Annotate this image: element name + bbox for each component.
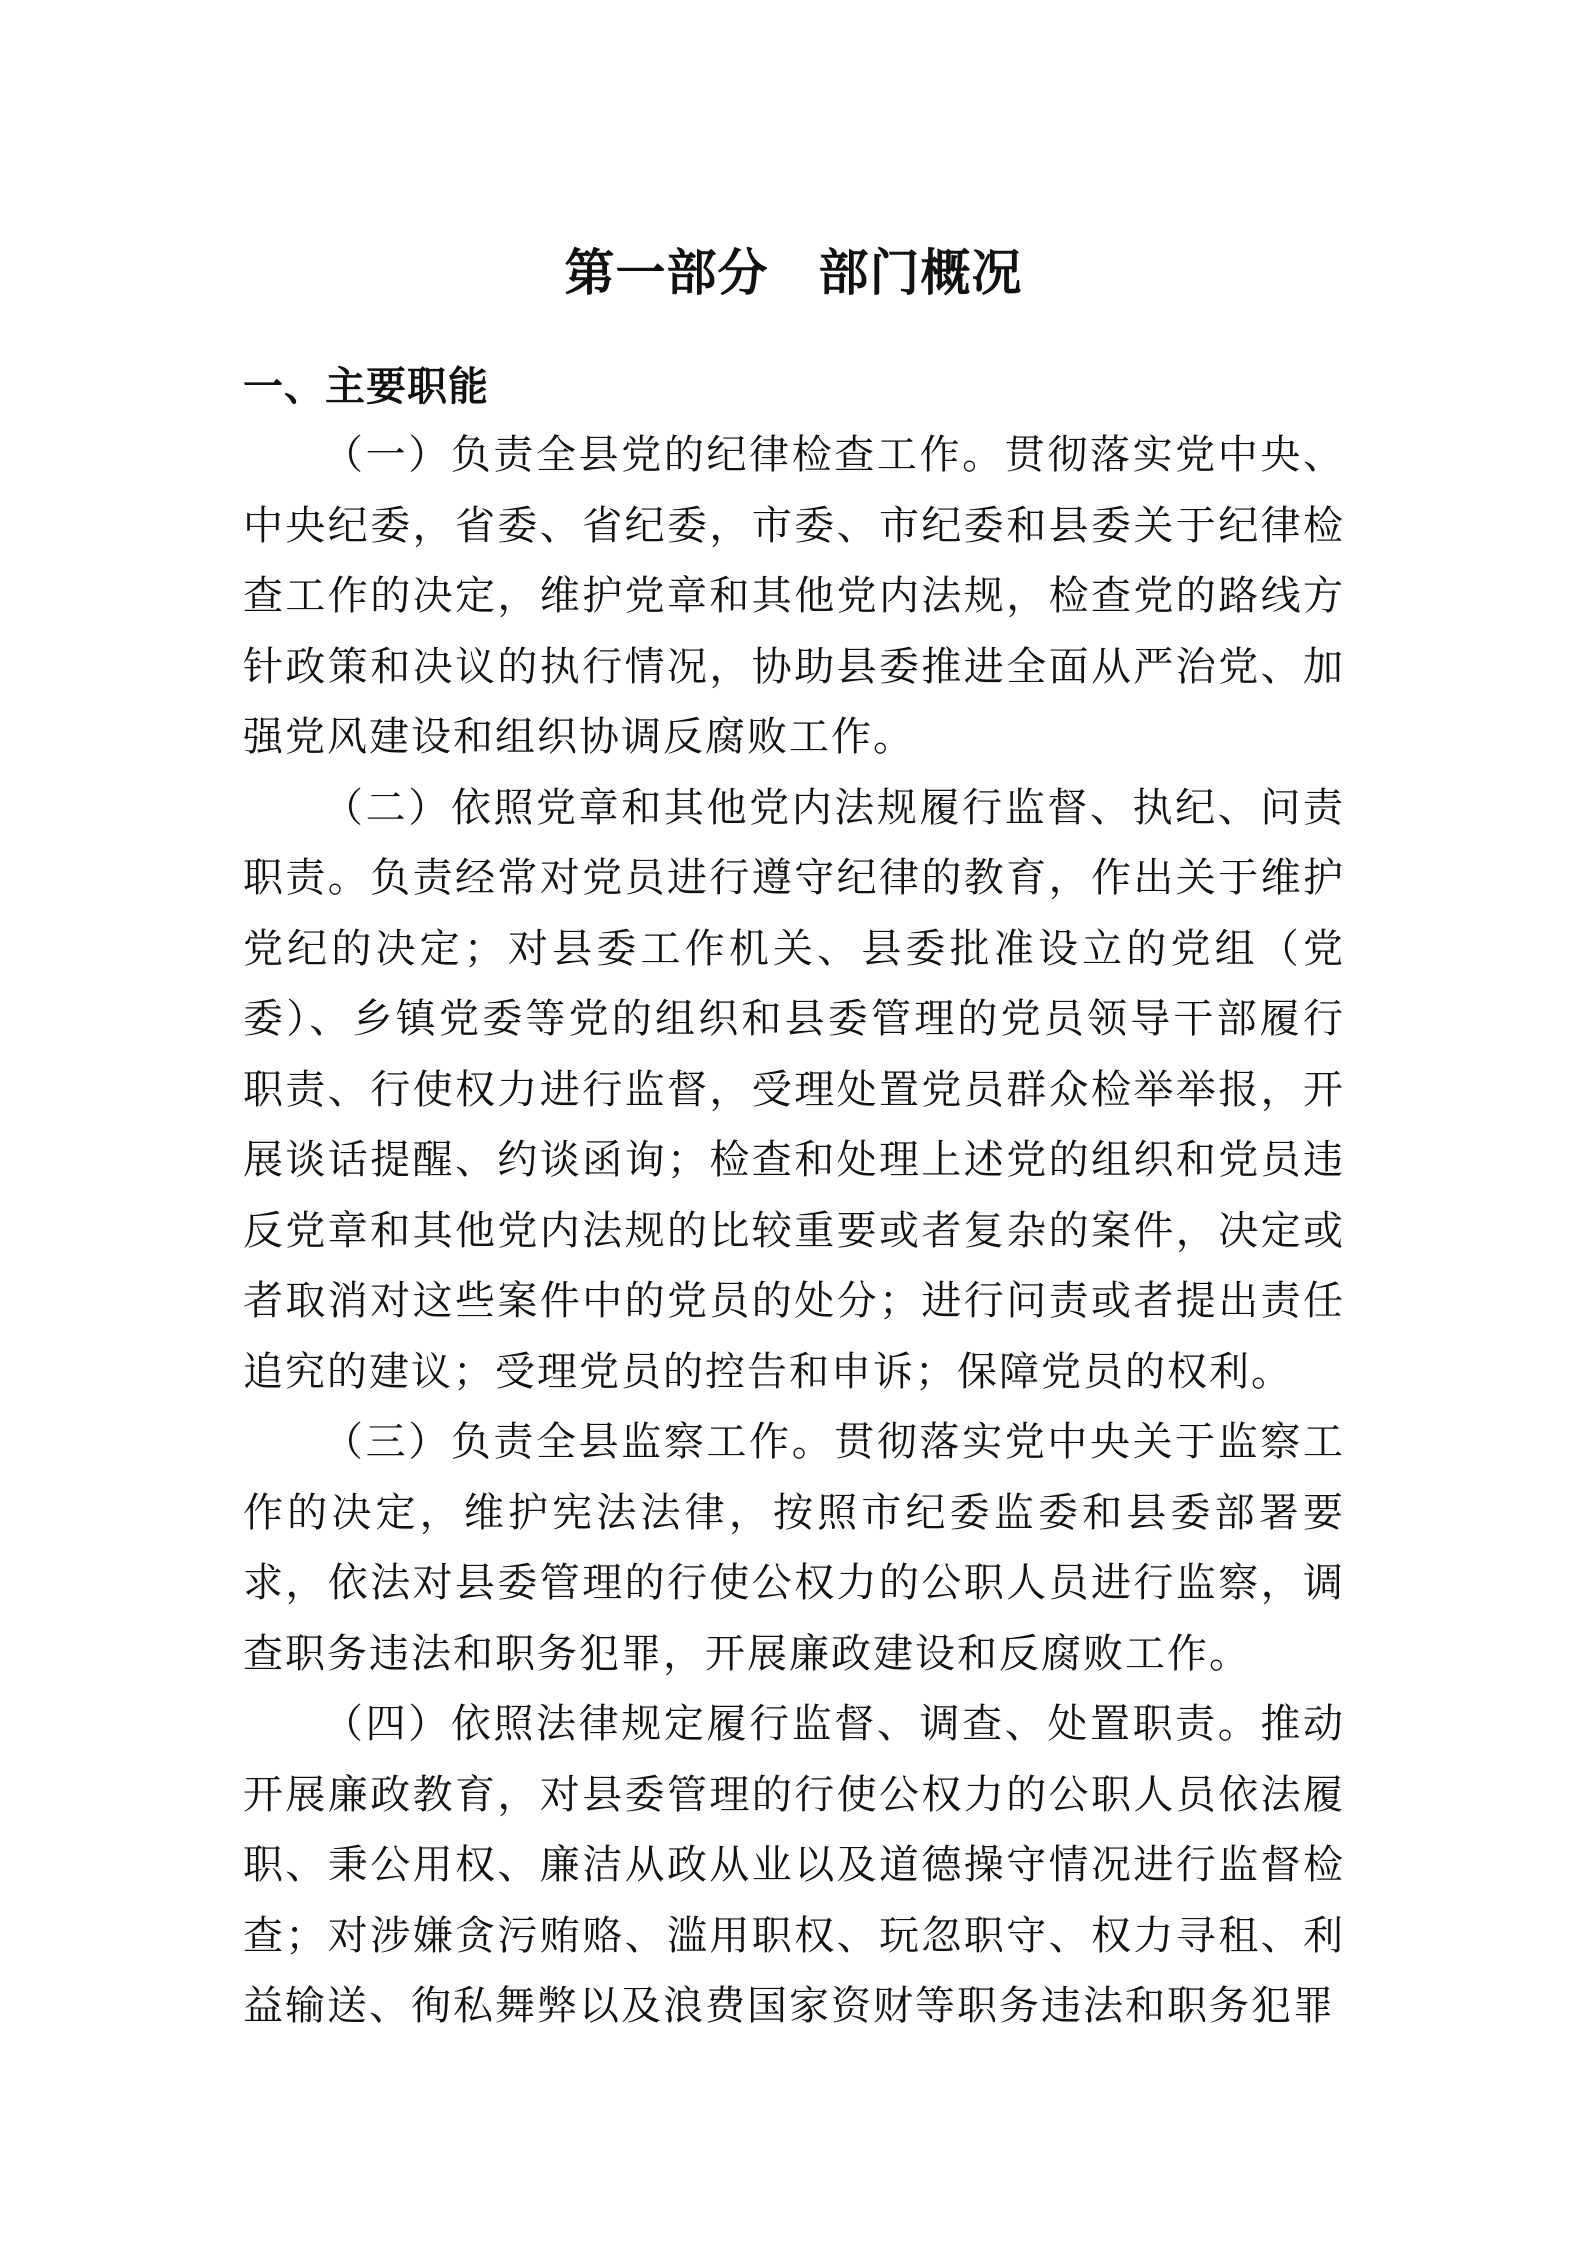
page-title	[0, 238, 1587, 308]
paragraph-2: （二）依照党章和其他党内法规履行监督、执纪、问责职责。负责经常对党员进行遵守纪律的教育，作出关于维护党纪的决定；对县委工作机关、县委批准设立的党组（党委）、乡镇党委等党的组织和县委管理的党员领导干部履行职责、行使权力进行监督，受理处置党员群众检举举报，开展谈话提醒、约谈函询；检查和处理上述党的组织和党员违反党章和其他党内法规的比较重要或者复杂的案件，决定或者取消对这些案件中的党员的处分；进行问责或者提出责任追究的建议；受理党员的控告和申诉；保障党员的权利。	[243, 784, 1345, 1395]
title-part: 第一部分	[564, 243, 769, 302]
title-name: 部门概况	[818, 243, 1023, 302]
paragraph-1: （一）负责全县党的纪律检查工作。贯彻落实党中央、中央纪委，省委、省纪委，市委、市纪委和县委关于纪律检查工作的决定，维护党章和其他党内法规，检查党的路线方针政策和决议的执行情况，协助县委推进全面从严治党、加强党风建设和组织协调反腐败工作。	[243, 432, 1345, 760]
paragraph-3: （三）负责全县监察工作。贯彻落实党中央关于监察工作的决定，维护宪法法律，按照市纪委监委和县委部署要求，依法对县委管理的行使公权力的公职人员进行监察，调查职务违法和职务犯罪，开展廉政建设和反腐败工作。	[243, 1419, 1345, 1677]
section-heading: 一、主要职能	[243, 364, 489, 410]
paragraph-4: （四）依照法律规定履行监督、调查、处置职责。推动开展廉政教育，对县委管理的行使公权力的公职人员依法履职、秉公用权、廉洁从政从业以及道德操守情况进行监督检查；对涉嫌贪污贿赂、滥用职权、玩忽职守、权力寻租、利益输送、徇私舞弊以及浪费国家资财等职务违法和职务犯罪	[243, 1701, 1345, 2029]
body-text	[243, 420, 1345, 2042]
